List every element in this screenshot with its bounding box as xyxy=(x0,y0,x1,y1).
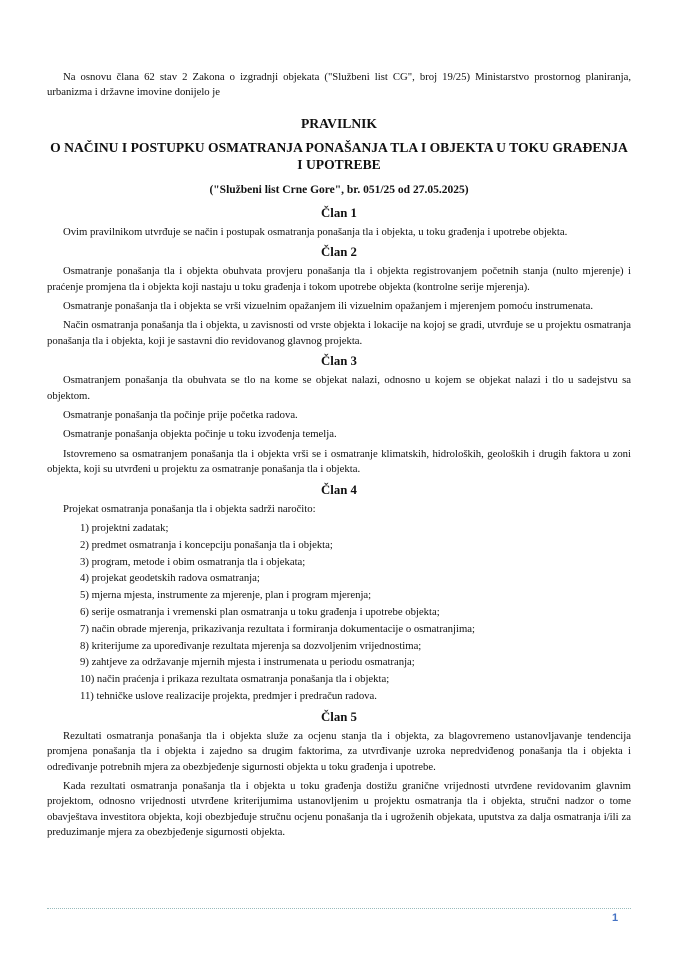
article-paragraph: Način osmatranja ponašanja tla i objekta, u zavisnosti od vrste objekta i lokacije na kojoj se gradi, utvrđuje se u projektu osmatranja ponašanja tla i objekta, koji je sastavni dio revidovanog glavnog projekta. xyxy=(47,319,631,347)
article-paragraph: Osmatranjem ponašanja tla obuhvata se tlo na kome se objekat nalazi, odnosno u kojem se objekat nalazi i tlo u sadejstvu sa objektom. xyxy=(47,374,631,402)
article-heading: Član 1 xyxy=(321,205,357,220)
article-paragraph: Osmatranje ponašanja tla počinje prije početka radova. xyxy=(63,409,298,422)
article-2 xyxy=(47,245,631,349)
article-paragraph: Kada rezultati osmatranja ponašanja tla i objekta u toku građenja dostižu granične vrijednosti utvrđene revidovanim glavnim projektom, odnosno vrijednosti utvrđene kriterijumima ustanovljenim u projektu osmatranja tla i objekta, stručni nadzor o tome obavještava investitora objekta, koji obezbjeđuje stručnu ocjenu ponašanja tla i ugroženih objekata, uputstva za dalja osmatranja i/ili za preduzimanje mjera za obezbjeđenje sigurnosti objekta. xyxy=(47,780,631,839)
article-paragraph: Rezultati osmatranja ponašanja tla i objekta služe za ocjenu stanja tla i objekta, za blagovremeno ustanovljavanje tendencija promjena ponašanja tla i objekta i zajedno sa drugim faktorima, za utvrđivanje uzroka nepredviđenog ponašanja tla i objekta i određivanje potrebnih mjera za obezbjeđenje sigurnosti objekta u toku građenja i upotrebe. xyxy=(47,729,631,773)
footer-divider xyxy=(47,908,631,909)
article-heading: Član 2 xyxy=(321,245,357,260)
article-5 xyxy=(47,710,631,841)
document-title: PRAVILNIK xyxy=(300,115,378,131)
article-heading: Član 3 xyxy=(321,354,357,369)
article-1 xyxy=(47,206,631,240)
article-heading: Član 5 xyxy=(321,709,357,724)
list-item: 8) kriterijume za upoređivanje rezultata mjerenja sa dozvoljenim vrijednostima; xyxy=(80,639,422,652)
article-paragraph: Osmatranje ponašanja tla i objekta obuhvata provjeru ponašanja tla i objekta registrovanjem početnih stanja (nulto mjerenje) i praćenje promjena tla i objekta koji nastaju u toku građenja i tokom upotrebe objekta (kontrolne serije mjerenja). xyxy=(47,265,631,293)
list-item: 6) serije osmatranja i vremenski plan osmatranja u toku građenja i upotrebe objekta; xyxy=(80,606,440,619)
article-heading: Član 4 xyxy=(321,482,357,497)
requirements-list xyxy=(47,520,631,705)
list-item: 4) projekat geodetskih radova osmatranja; xyxy=(80,572,260,585)
article-paragraph: Istovremeno sa osmatranjem ponašanja tla i objekta vrši se i osmatranje klimatskih, hidroloških, geoloških i drugih faktora u zoni objekta, koji su utvrđeni u projektu za osmatranje ponašanja tla i objekta. xyxy=(47,447,631,476)
list-intro: Projekat osmatranja ponašanja tla i objekta sadrži naročito: xyxy=(63,502,316,515)
list-item: 11) tehničke uslove realizacije projekta, predmjer i predračun radova. xyxy=(80,690,377,703)
gazette-reference: ("Službeni list Crne Gore", br. 051/25 od 27.05.2025) xyxy=(209,183,469,196)
list-item: 3) program, metode i obim osmatranja tla i objekata; xyxy=(80,555,306,568)
page-number: 1 xyxy=(612,912,619,924)
article-3 xyxy=(47,354,631,477)
article-paragraph: Osmatranje ponašanja objekta počinje u toku izvođenja temelja. xyxy=(63,428,337,441)
article-paragraph: Osmatranje ponašanja tla i objekta se vrši vizuelnim opažanjem ili vizuelnim opažanjem i mjerenjem pomoću instrumenata. xyxy=(63,300,594,313)
list-item: 10) način praćenja i prikaza rezultata osmatranja ponašanja tla i objekta; xyxy=(80,673,390,686)
intro-paragraph: Na osnovu člana 62 stav 2 Zakona o izgradnji objekata ("Službeni list CG", broj 19/25) Ministarstvo prostornog planiranja, urbanizma i državne imovine donijelo je xyxy=(47,71,631,99)
list-item: 5) mjerna mjesta, instrumente za mjerenje, plan i program mjerenja; xyxy=(80,589,372,602)
document-subtitle: O NAČINU I POSTUPKU OSMATRANJA PONAŠANJA TLA I OBJEKTA U TOKU GRAĐENJA I UPOTREBE xyxy=(50,139,628,172)
article-4 xyxy=(47,483,631,705)
document-body xyxy=(47,70,631,845)
list-item: 2) predmet osmatranja i koncepciju ponašanja tla i objekta; xyxy=(80,538,333,551)
list-item: 9) zahtjeve za održavanje mjernih mjesta i instrumenata u periodu osmatranja; xyxy=(80,656,415,669)
article-paragraph: Ovim pravilnikom utvrđuje se način i postupak osmatranja ponašanja tla i objekta, u toku građenja i upotrebe objekta. xyxy=(63,225,568,238)
list-item: 7) način obrade mjerenja, prikazivanja rezultata i formiranja dokumentacije o osmatranjima; xyxy=(80,622,475,635)
list-item: 1) projektni zadatak; xyxy=(80,522,169,535)
